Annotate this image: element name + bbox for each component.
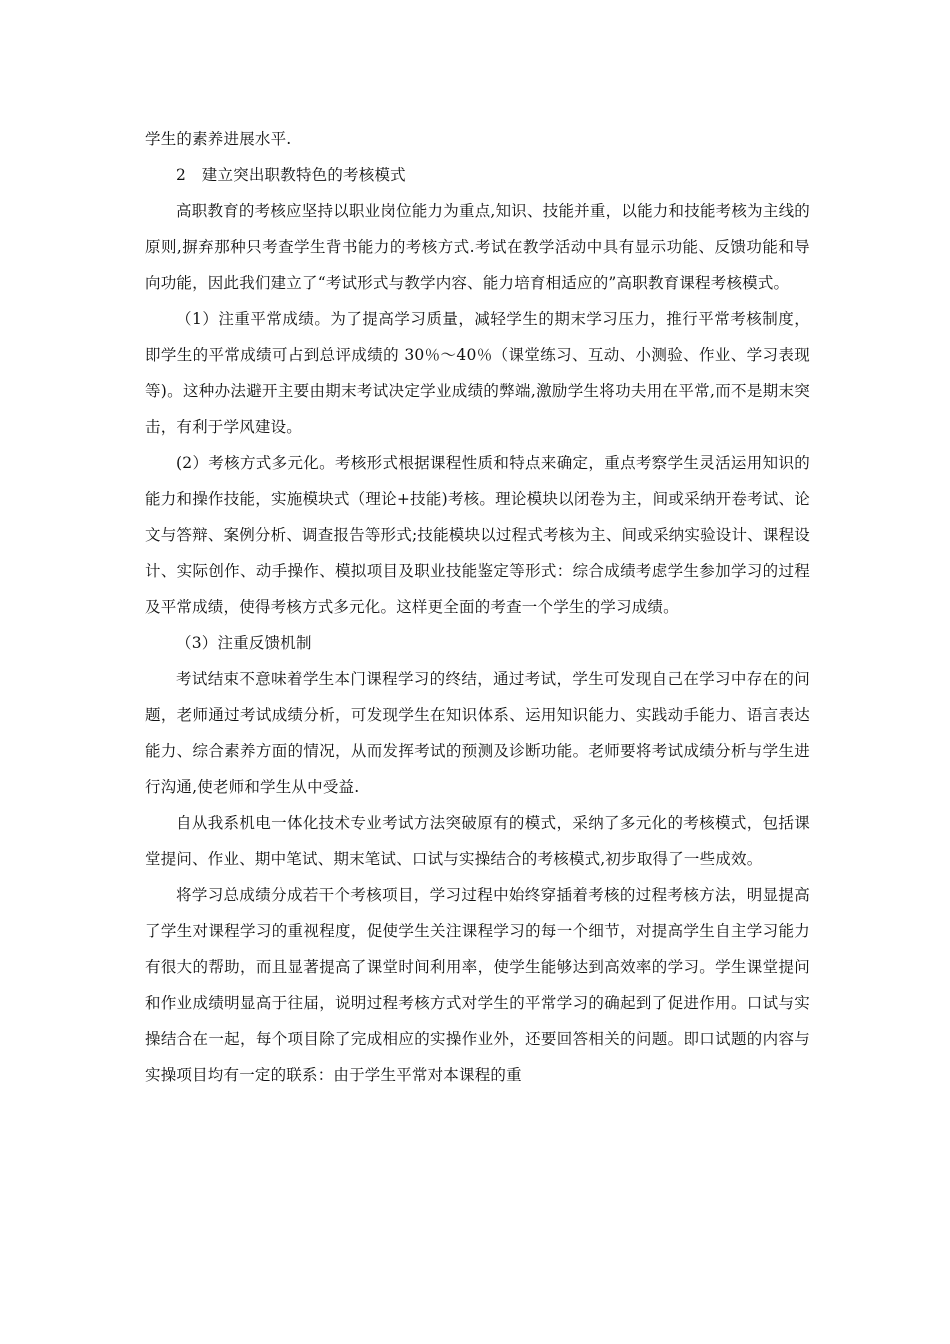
paragraph-regular-grades: （1）注重平常成绩。为了提高学习质量，减轻学生的期末学习压力，推行平常考核制度，即学生的平常成绩可占到总评成绩的 30％～40％（课堂练习、互动、小测验、作业、学习表现等)。这种办法避开主要由期末考试决定学业成绩的弊端,激励学生将功夫用在平常,而不是期末突击，有利于学风建设。 [145, 310, 810, 436]
paragraph-continuation: 学生的素养进展水平. [145, 130, 292, 148]
paragraph-diverse-methods: (2）考核方式多元化。考核形式根据课程性质和特点来确定，重点考察学生灵活运用知识的能力和操作技能，实施模块式（理论+技能)考核。理论模块以闭卷为主，间或采纳开卷考试、论文与答辩、案例分析、调查报告等形式;技能模块以过程式考核为主、间或采纳实验设计、课程设计、实际创作、动手操作、模拟项目及职业技能鉴定等形式：综合成绩考虑学生参加学习的过程及平常成绩，使得考核方式多元化。这样更全面的考查一个学生的学习成绩。 [145, 454, 810, 616]
document-body [145, 121, 810, 1093]
paragraph-feedback: 考试结束不意味着学生本门课程学习的终结，通过考试，学生可发现自己在学习中存在的问题，老师通过考试成绩分析，可发现学生在知识体系、运用知识能力、实践动手能力、语言表达能力、综合素养方面的情况，从而发挥考试的预测及诊断功能。老师要将考试成绩分析与学生进行沟通,使老师和学生从中受益. [145, 670, 810, 796]
paragraph-process-assessment: 将学习总成绩分成若干个考核项目，学习过程中始终穿插着考核的过程考核方法，明显提高了学生对课程学习的重视程度，促使学生关注课程学习的每一个细节，对提高学生自主学习能力有很大的帮助，而且显著提高了课堂时间利用率，使学生能够达到高效率的学习。学生课堂提问和作业成绩明显高于往届，说明过程考核方式对学生的平常学习的确起到了促进作用。口试与实操结合在一起，每个项目除了完成相应的实操作业外，还要回答相关的问题。即口试题的内容与实操项目均有一定的联系：由于学生平常对本课程的重 [145, 886, 810, 1084]
subheading-feedback: （3）注重反馈机制 [176, 634, 312, 652]
section-heading: 2 建立突出职教特色的考核模式 [176, 166, 406, 184]
paragraph-assessment-principle: 高职教育的考核应坚持以职业岗位能力为重点,知识、技能并重，以能力和技能考核为主线的原则,摒弃那种只考查学生背书能力的考核方式.考试在教学活动中具有显示功能、反馈功能和导向功能，因此我们建立了“考试形式与教学内容、能力培育相适应的”高职教育课程考核模式。 [145, 202, 810, 292]
paragraph-results: 自从我系机电一体化技术专业考试方法突破原有的模式，采纳了多元化的考核模式，包括课堂提问、作业、期中笔试、期末笔试、口试与实操结合的考核模式,初步取得了一些成效。 [145, 814, 810, 868]
